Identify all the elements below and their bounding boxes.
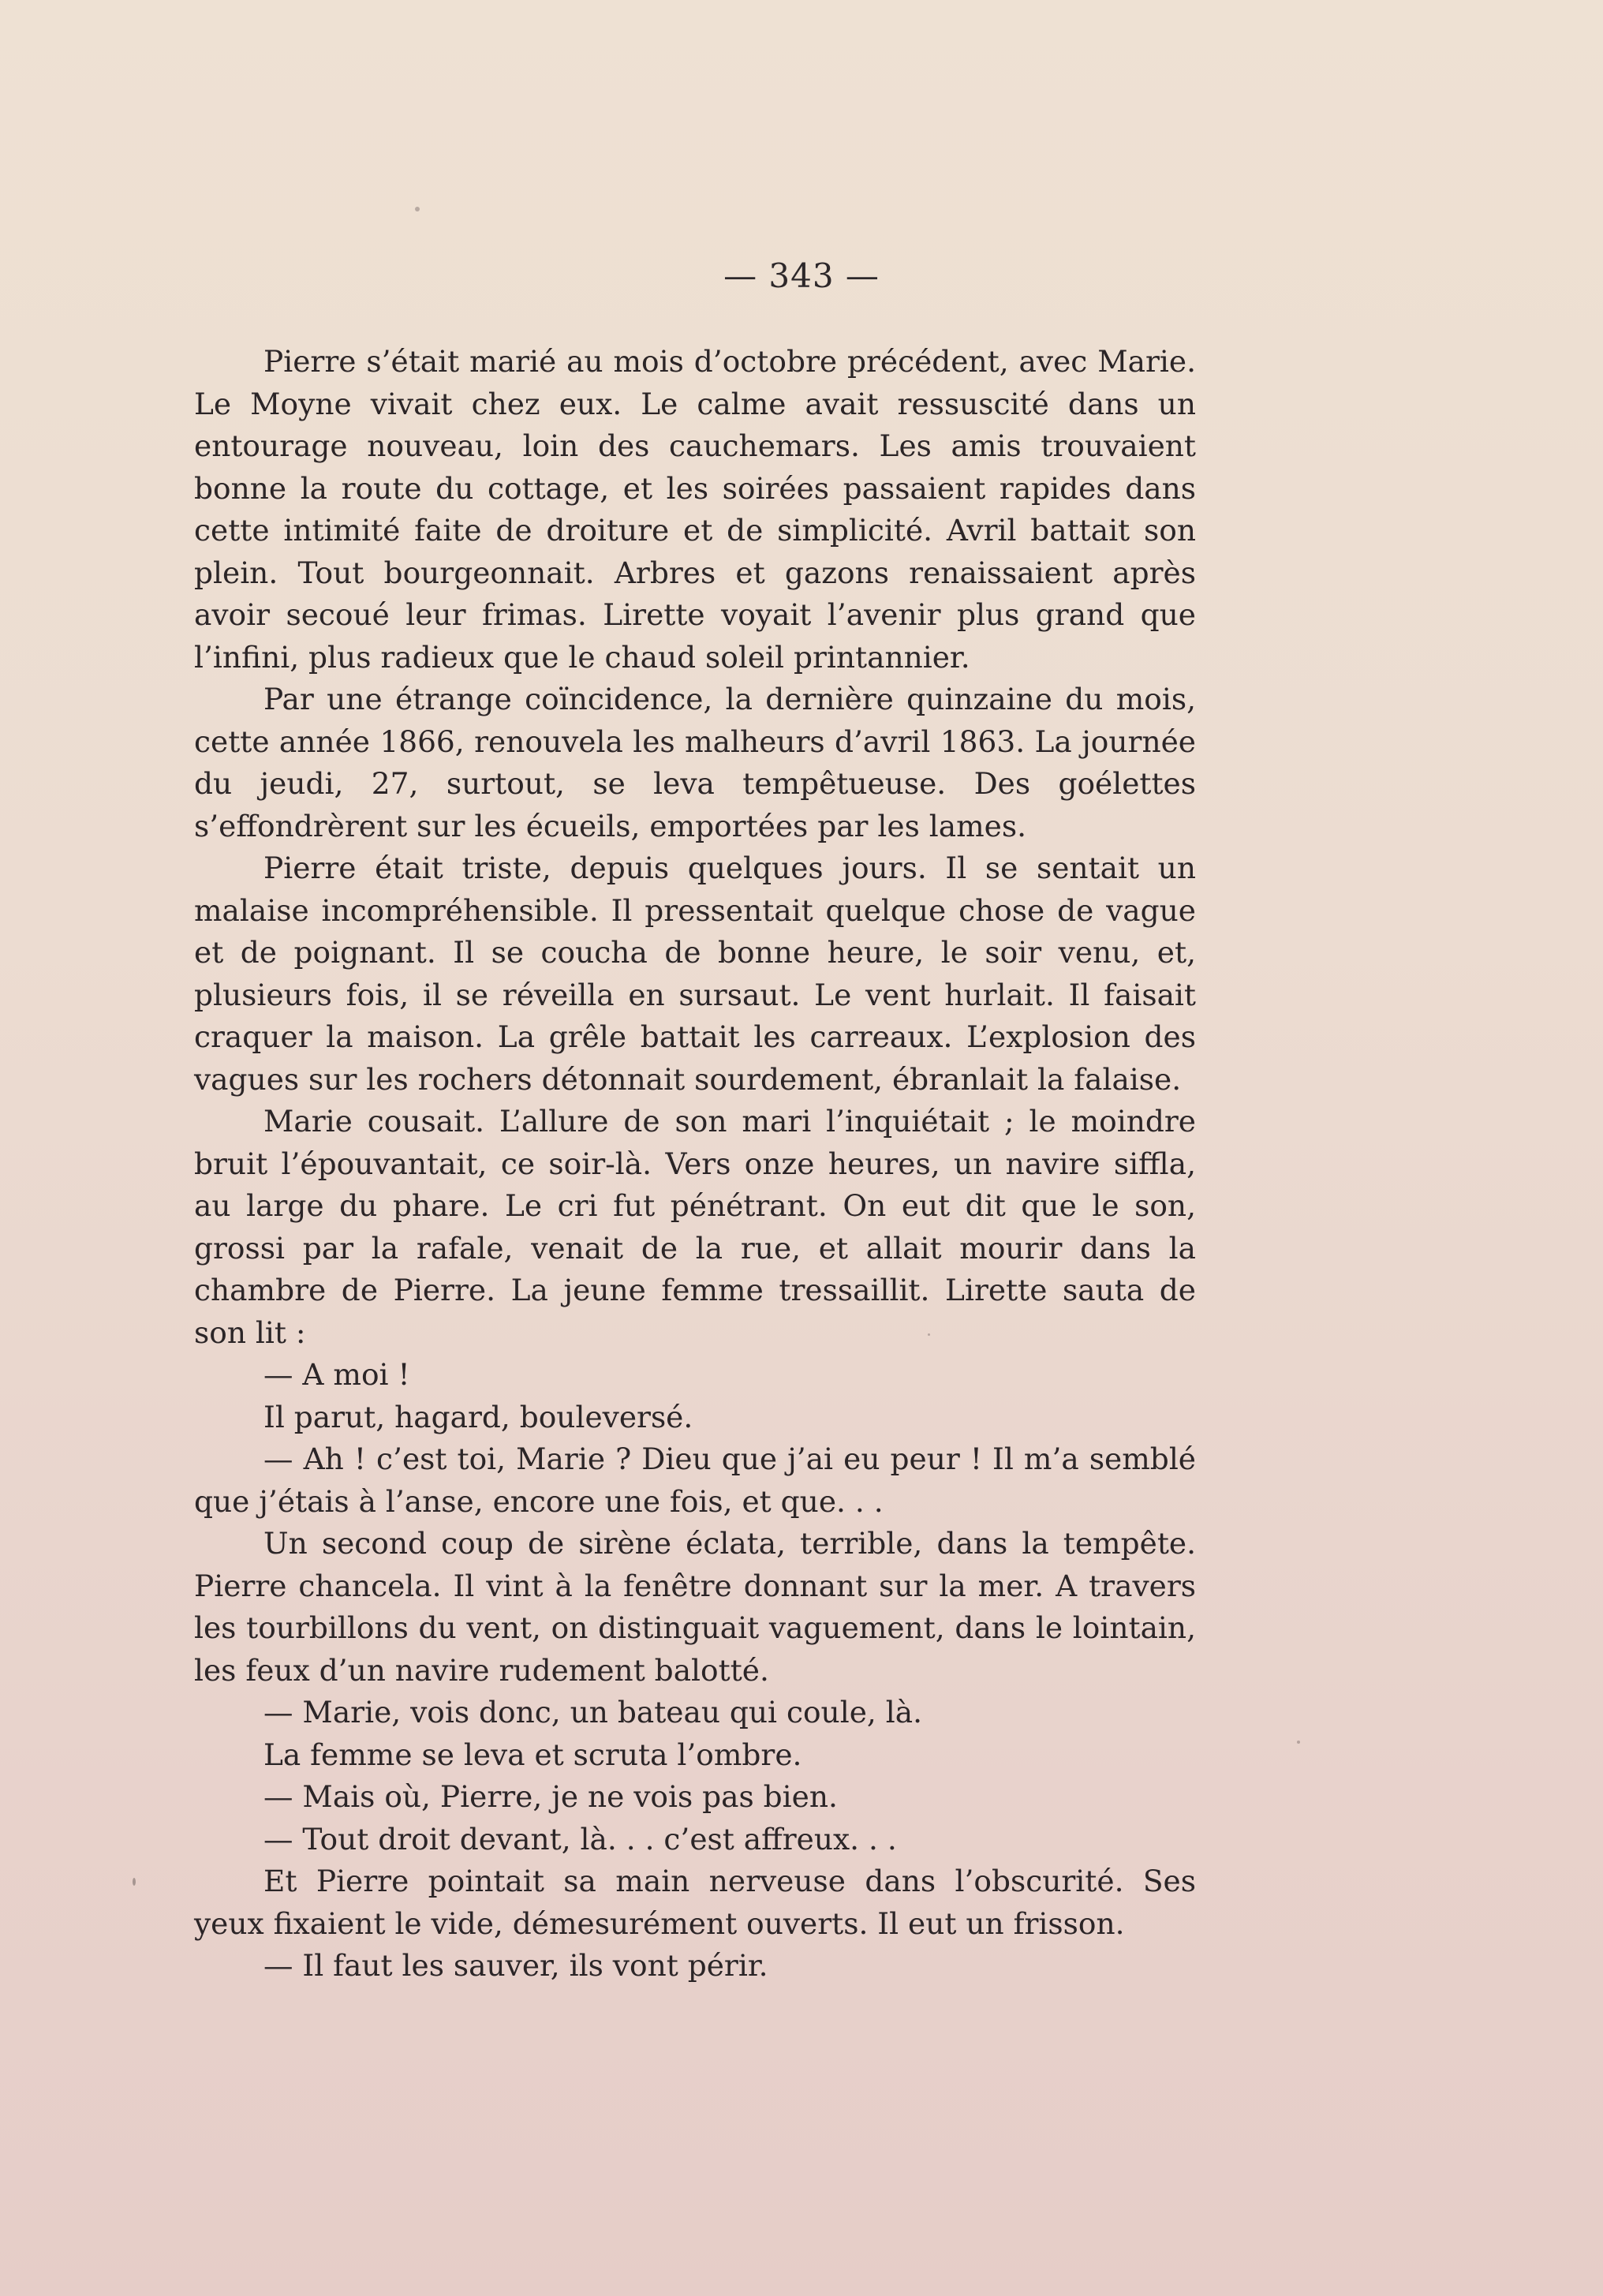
paragraph: Par une étrange coïncidence, la dernière quinzaine du mois, cette année 1866, renouvela les malheurs d’avril 1863. La journée du jeudi, 27, surtout, se leva tempêtueuse. Des goélettes s’effondrèrent sur les écueils, emportées par les lames. xyxy=(194,682,1196,843)
paragraph: Pierre était triste, depuis quelques jours. Il se sentait un malaise incompréhensible. Il pressentait quelque chose de vague et de poignant. Il se coucha de bonne heure, le soir venu, et, plusieurs fois, il se réveilla en sursaut. Le vent hurlait. Il faisait craquer la maison. La grêle battait les carreaux. L’explosion des vagues sur les rochers détonnait sourdement, ébranlait la falaise. xyxy=(194,851,1196,1097)
paragraph: Et Pierre pointait sa main nerveuse dans l’obscurité. Ses yeux fixaient le vide, démesurément ouverts. Il eut un frisson. xyxy=(194,1864,1196,1941)
paragraph: Un second coup de sirène éclata, terrible, dans la tempête. Pierre chancela. Il vint à la fenêtre donnant sur la mer. A travers les tourbillons du vent, on distinguait vaguement, dans le lointain, les feux d’un navire rudement balotté. xyxy=(194,1526,1196,1688)
dialogue-line: — Mais où, Pierre, je ne vois pas bien. xyxy=(263,1779,838,1814)
dialogue-line: — Ah ! c’est toi, Marie ? Dieu que j’ai eu peur ! Il m’a semblé que j’étais à l’anse, encore une fois, et que. . . xyxy=(194,1442,1196,1519)
paper-speck xyxy=(415,207,420,211)
paragraph: La femme se leva et scruta l’ombre. xyxy=(263,1737,802,1772)
page-body xyxy=(194,341,1196,1987)
dialogue-line: — Tout droit devant, là. . . c’est affreux. . . xyxy=(263,1821,897,1857)
dialogue-line: — A moi ! xyxy=(263,1357,410,1392)
dialogue-line: — Il faut les sauver, ils vont périr. xyxy=(263,1948,768,1983)
paragraph: Il parut, hagard, bouleversé. xyxy=(263,1399,693,1434)
page-number: — 343 — xyxy=(723,256,880,295)
paper-speck xyxy=(133,1878,136,1886)
paragraph: Pierre s’était marié au mois d’octobre précédent, avec Marie. Le Moyne vivait chez eux. Le calme avait ressuscité dans un entourage nouveau, loin des cauchemars. Les amis trouvaient bonne la route du cottage, et les soirées passaient rapides dans cette intimité faite de droiture et de simplicité. Avril battait son plein. Tout bourgeonnait. Arbres et gazons renaissaient après avoir secoué leur frimas. Lirette voyait l’avenir plus grand que l’infini, plus radieux que le chaud soleil printannier. xyxy=(194,344,1196,675)
paper-speck xyxy=(1297,1741,1300,1744)
paragraph: Marie cousait. L’allure de son mari l’inquiétait ; le moindre bruit l’épouvantait, ce soir-là. Vers onze heures, un navire siffla, au large du phare. Le cri fut pénétrant. On eut dit que le son, grossi par la rafale, venait de la rue, et allait mourir dans la chambre de Pierre. La jeune femme tressaillit. Lirette sauta de son lit : xyxy=(194,1104,1196,1350)
dialogue-line: — Marie, vois donc, un bateau qui coule, là. xyxy=(263,1695,922,1729)
